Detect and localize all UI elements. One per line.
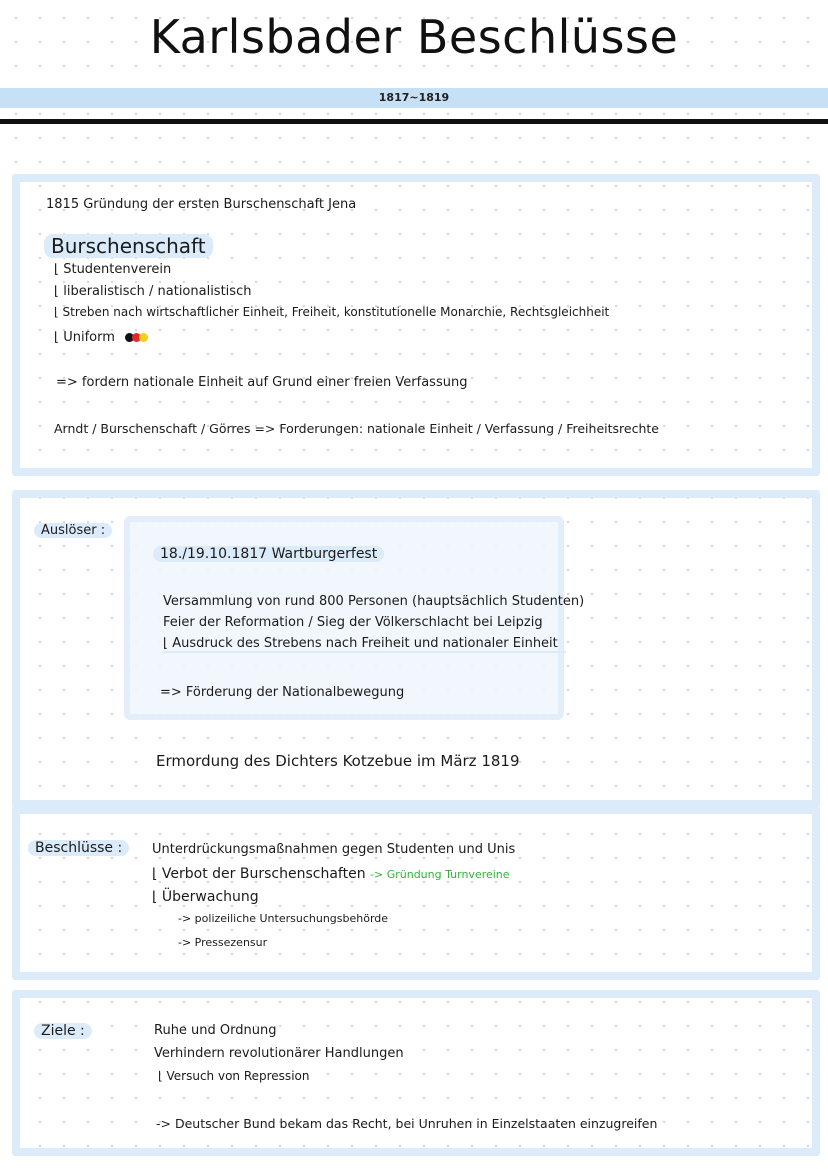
event-result: => Förderung der Nationalbewegung: [160, 685, 405, 700]
event-line: Versammlung von rund 800 Personen (hauptsächlich Studenten): [163, 594, 585, 609]
goal-sub-text: Versuch von Repression: [166, 1069, 310, 1083]
label-beschluesse: Beschlüsse :: [28, 840, 129, 856]
list-item-text: Studentenverein: [63, 262, 172, 277]
section-ziele: [12, 990, 820, 1156]
event-title: 18./19.10.1817 Wartburgerfest: [153, 546, 384, 562]
sub-item: -> polizeiliche Untersuchungsbehörde: [178, 912, 389, 925]
surveillance-text: Überwachung: [161, 889, 259, 905]
measures-line: Unterdrückungsmaßnahmen gegen Studenten und Unis: [152, 842, 516, 857]
murder-line: Ermordung des Dichters Kotzebue im März 1819: [156, 752, 520, 770]
label-ausloeser: Auslöser :: [34, 523, 112, 538]
list-item: ⌊ Streben nach wirtschaftlicher Einheit, Freiheit, konstitutionelle Monarchie, Rechtsgleichheit: [54, 305, 610, 319]
list-item-text: Streben nach wirtschaftlicher Einheit, Freiheit, konstitutionelle Monarchie, Rechtsgleichheit: [62, 305, 610, 319]
divider: [0, 119, 828, 124]
event-line: Feier der Reformation / Sieg der Völkerschlacht bei Leipzig: [163, 615, 543, 630]
list-item: ⌊ Uniform: [54, 330, 148, 345]
goal-line: Ruhe und Ordnung: [154, 1023, 277, 1038]
event-line: ⌊ Ausdruck des Strebens nach Freiheit und nationaler Einheit: [163, 636, 566, 653]
ban-text: Verbot der Burschenschaften: [161, 866, 366, 882]
conclusion-line: => fordern nationale Einheit auf Grund einer freien Verfassung: [56, 375, 468, 390]
burschenschaft-heading: Burschenschaft: [44, 234, 213, 258]
year-range: 1817~1819: [378, 91, 450, 104]
goal-conclusion: -> Deutscher Bund bekam das Recht, bei Unruhen in Einzelstaaten einzugreifen: [156, 1116, 658, 1131]
list-item-text: liberalistisch / nationalistisch: [63, 284, 252, 299]
ban-line: ⌊ Verbot der Burschenschaften -> Gründung Turnvereine: [152, 866, 510, 882]
list-item: ⌊ liberalistisch / nationalistisch: [54, 284, 252, 299]
goal-sub-line: ⌊ Versuch von Repression: [158, 1069, 310, 1083]
surveillance-line: ⌊ Überwachung: [152, 889, 259, 905]
page-title: Karlsbader Beschlüsse: [149, 10, 679, 64]
flag-icon: [127, 330, 148, 345]
event-line-text: Ausdruck des Strebens nach Freiheit und nationaler Einheit: [172, 636, 558, 651]
ban-note: -> Gründung Turnvereine: [370, 868, 510, 881]
list-item-text: Uniform: [63, 330, 115, 345]
goal-line: Verhindern revolutionärer Handlungen: [154, 1046, 404, 1061]
section-beschluesse: [12, 806, 820, 980]
intro-line: 1815 Gründung der ersten Burschenschaft Jena: [46, 197, 357, 212]
label-ziele: Ziele :: [34, 1023, 92, 1039]
list-item: ⌊ Studentenverein: [54, 262, 172, 277]
demands-line: Arndt / Burschenschaft / Görres => Forderungen: nationale Einheit / Verfassung / Freiheitsrechte: [54, 421, 659, 436]
sub-item: -> Pressezensur: [178, 936, 268, 949]
